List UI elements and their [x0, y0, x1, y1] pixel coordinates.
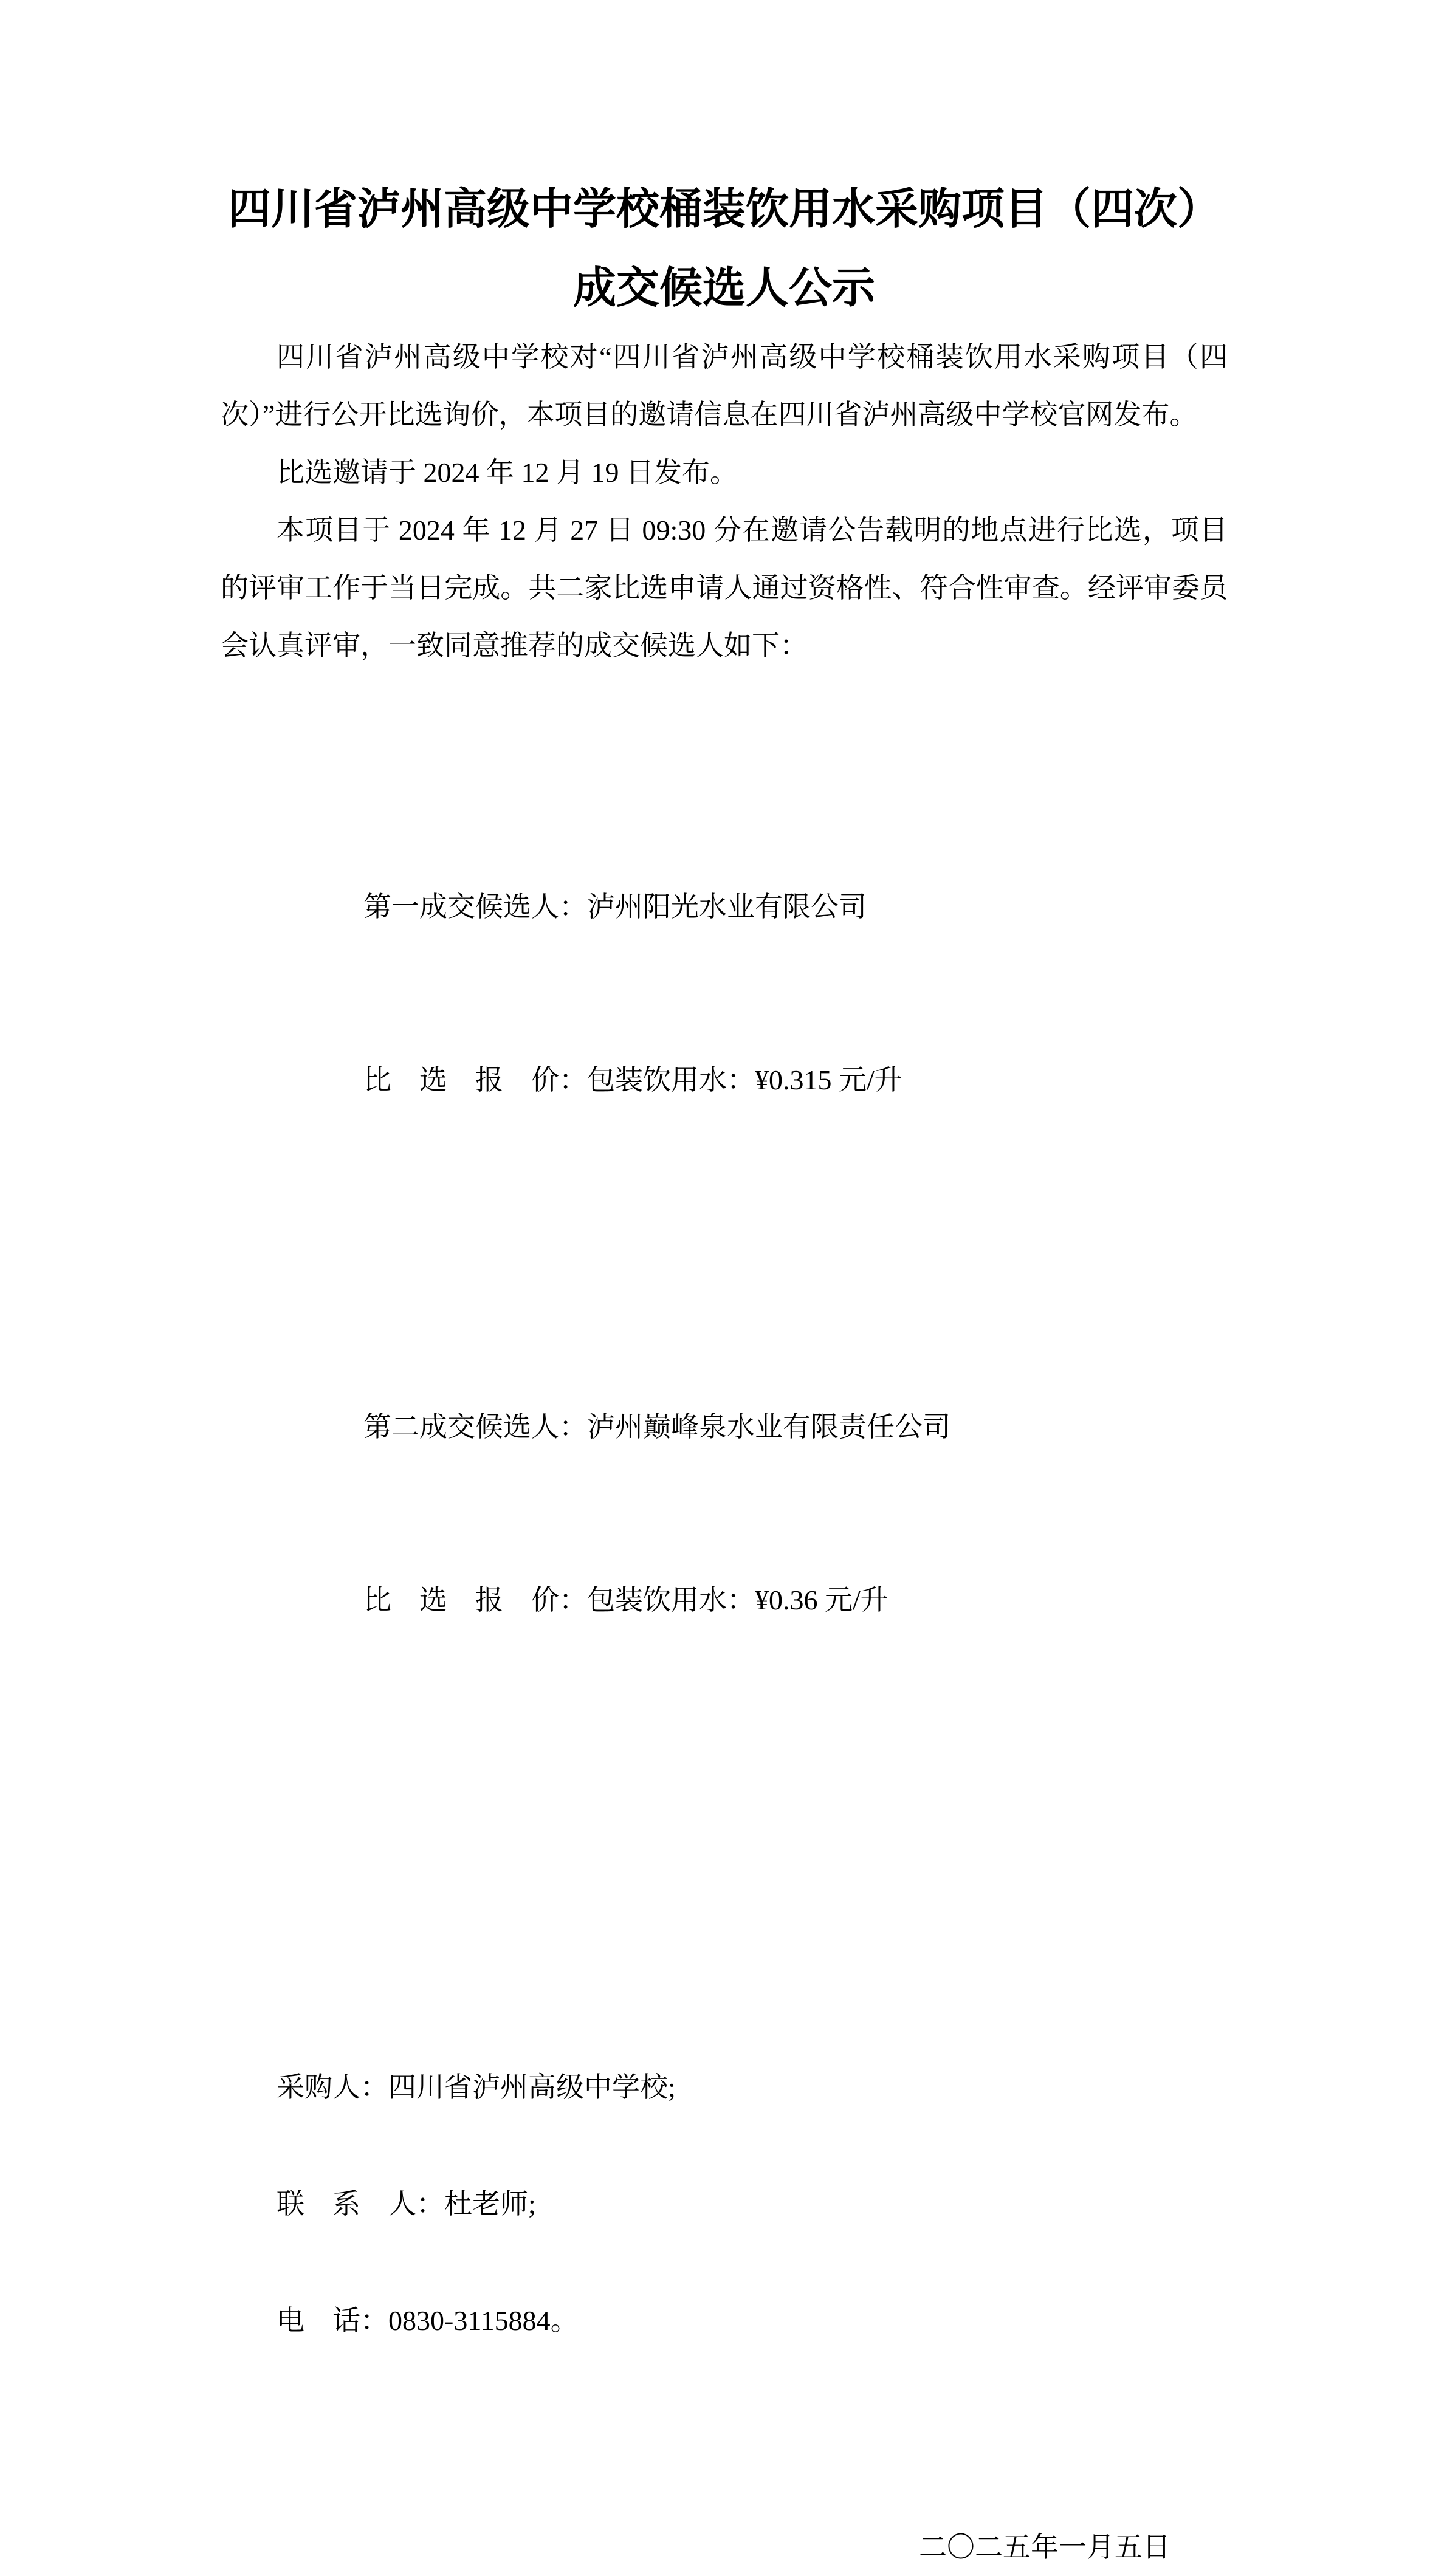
- candidate-1-name-line: 第一成交候选人：泸州阳光水业有限公司: [363, 891, 867, 922]
- candidate-block-2: [363, 1283, 1228, 1744]
- candidate-2-price-line: 比 选 报 价：包装饮用水：¥0.36 元/升: [363, 1584, 888, 1615]
- contact-phone-line: 电 话：0830-3115884。: [277, 2305, 579, 2336]
- candidate-2-name-line: 第二成交候选人：泸州巅峰泉水业有限责任公司: [363, 1411, 950, 1442]
- candidate-1-price-line: 比 选 报 价：包装饮用水：¥0.315 元/升: [363, 1064, 902, 1095]
- document-title-line-2: 成交候选人公示: [572, 265, 875, 312]
- contact-person-line: 联 系 人：杜老师;: [277, 2188, 536, 2219]
- paragraph-invitation-date: 比选邀请于 2024 年 12 月 19 日发布。: [277, 457, 738, 488]
- candidate-block-1: [363, 762, 1228, 1224]
- paragraph-intro: 四川省泸州高级中学校对“四川省泸州高级中学校桶装饮用水采购项目（四次）”进行公开比选询价，本项目的邀请信息在四川省泸州高级中学校官网发布。: [221, 341, 1228, 430]
- contact-buyer-line: 采购人：四川省泸州高级中学校;: [277, 2072, 676, 2103]
- contact-block: [277, 1990, 1228, 2418]
- paragraph-review-process: 本项目于 2024 年 12 月 27 日 09:30 分在邀请公告载明的地点进行比选，项目的评审工作于当日完成。共二家比选申请人通过资格性、符合性审查。经评审委员会认真评审，一致同意推荐的成交候选人如下：: [221, 515, 1228, 661]
- document-date: 二〇二五年一月五日: [919, 2532, 1170, 2563]
- document-title-line-1: 四川省泸州高级中学校桶装饮用水采购项目（四次）: [227, 186, 1220, 233]
- document-title: [221, 170, 1228, 328]
